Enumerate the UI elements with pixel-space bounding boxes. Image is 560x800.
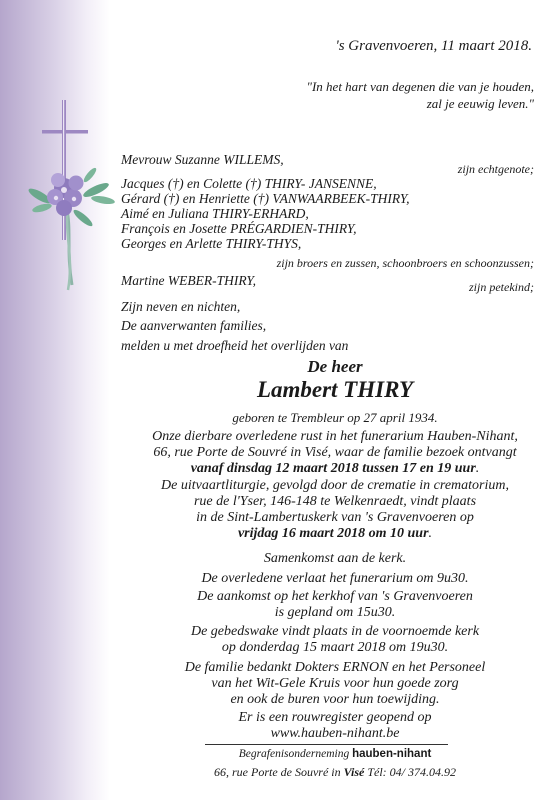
register-paragraph (110, 710, 560, 742)
epitaph-quote (307, 78, 534, 112)
spouse-name: Mevrouw Suzanne WILLEMS, (121, 152, 284, 167)
undertaker-label: Begrafenisonderneming (238, 748, 350, 760)
godchild-relation: zijn petekind; (469, 280, 534, 294)
text-line: 66, rue Porte de Souvré in Visé, waar de familie bezoek ontvangt (153, 445, 517, 460)
text-line: en ook de buren voor hun toewijding. (230, 692, 440, 707)
text-line: in de Sint-Lambertuskerk van 's Gravenvoeren op (196, 510, 474, 525)
undertaker-line (110, 748, 560, 760)
ceremony-date-text: vrijdag 16 maart 2018 om 10 uur (237, 526, 429, 541)
funerarium-paragraph (110, 429, 560, 477)
address-city: Visé (343, 765, 365, 779)
text-line: is gepland om 15u30. (274, 605, 396, 620)
text-line: De aankomst op het kerkhof van 's Gravenvoeren (197, 589, 473, 604)
footer-divider (205, 744, 448, 745)
visiting-hours-text: vanaf dinsdag 12 maart 2018 tussen 17 en 19 uur (190, 461, 476, 476)
families-line: De aanverwanten families, (121, 318, 267, 333)
undertaker-address: 66, rue Porte de Souvré in Visé Tél: 04/ 374.04.92 (214, 765, 456, 779)
text-line: De gebedswake vindt plaats in de voornoemde kerk (190, 624, 480, 639)
document-date: 's Gravenvoeren, 11 maart 2018. (335, 38, 532, 54)
siblings-list (121, 176, 410, 251)
sibling-line: François en Josette PRÉGARDIEN-THIRY, (121, 221, 357, 236)
text-line: De familie bedankt Dokters ERNON en het Personeel (184, 660, 486, 675)
quote-line: "In het hart van degenen die van je houden, (306, 79, 534, 94)
godchild-name: Martine WEBER-THIRY, (121, 273, 256, 288)
cemetery-paragraph (110, 589, 560, 621)
spouse-relation: zijn echtgenote; (457, 162, 534, 176)
thanks-paragraph (110, 660, 560, 708)
liturgy-paragraph (110, 478, 560, 542)
siblings-relation: zijn broers en zussen, schoonbroers en schoonzussen; (276, 256, 534, 270)
sibling-line: Jacques (†) en Colette (†) THIRY- JANSENNE, (121, 176, 377, 191)
text-line: De uitvaartliturgie, gevolgd door de crematie in crematorium, (161, 478, 509, 493)
meeting-line: Samenkomst aan de kerk. (263, 551, 407, 566)
sibling-line: Aimé en Juliana THIRY-ERHARD, (121, 206, 309, 221)
nephews-line: Zijn neven en nichten, (121, 299, 241, 314)
cross-with-flowers-icon (28, 100, 123, 295)
deceased-name: Lambert THIRY (256, 377, 414, 402)
text-line: rue de l'Yser, 146-148 te Welkenraedt, vindt plaats (193, 494, 477, 509)
text-line: Onze dierbare overledene rust in het funerarium Hauben-Nihant, (152, 429, 518, 444)
honorific: De heer (307, 357, 363, 376)
phone-number: Tél: 04/ 374.04.92 (367, 765, 456, 779)
visiting-hours: vanaf dinsdag 12 maart 2018 tussen 17 en 19 uur. (190, 461, 480, 476)
birth-line: geboren te Trembleur op 27 april 1934. (232, 410, 438, 425)
register-link[interactable]: www.hauben-nihant.be (270, 726, 400, 741)
text-line: van het Wit-Gele Kruis voor hun goede zorg (211, 676, 459, 691)
announcement-line: melden u met droefheid het overlijden van (121, 338, 349, 353)
departure-line: De overledene verlaat het funerarium om 9u30. (201, 571, 469, 586)
quote-line: zal je eeuwig leven." (426, 96, 534, 111)
wake-paragraph (110, 624, 560, 656)
text-line: Er is een rouwregister geopend op (238, 710, 432, 725)
sibling-line: Gérard (†) en Henriette (†) VANWAARBEEK-THIRY, (121, 191, 410, 206)
undertaker-logo: hauben-nihant (352, 748, 432, 760)
sibling-line: Georges en Arlette THIRY-THYS, (121, 236, 302, 251)
ceremony-date: vrijdag 16 maart 2018 om 10 uur. (237, 526, 433, 541)
text-line: op donderdag 15 maart 2018 om 19u30. (221, 640, 449, 655)
